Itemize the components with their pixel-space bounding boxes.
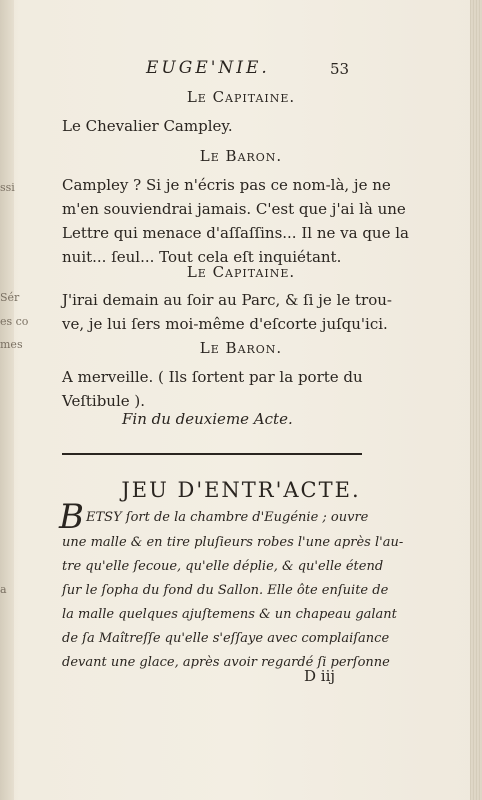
entracte-line: tre qu'elle ſecoue, qu'elle déplie, & qu'elle étend <box>62 559 384 574</box>
dialogue-line: nuit... ſeul... Tout cela eſt inquiétant. <box>62 248 342 266</box>
entracte-line: la malle quelques ajuſtemens & un chapeau galant <box>62 607 397 622</box>
entracte-line: devant une glace, après avoir regardé ſi perſonne <box>62 655 390 670</box>
page-fore-edge <box>470 0 482 800</box>
running-title: EUGE'NIE. <box>146 58 270 78</box>
section-rule <box>62 453 362 455</box>
margin-bleed-text: es co <box>0 315 29 328</box>
dialogue-line: Le Chevalier Campley. <box>62 117 233 135</box>
dialogue-line: J'irai demain au ſoir au Parc, & ſi je le trou- <box>62 291 392 309</box>
margin-bleed-text: mes <box>0 338 23 351</box>
dialogue-line: Campley ? Si je n'écris pas ce nom-là, je ne <box>62 176 391 194</box>
speaker-name: Le Baron. <box>199 339 283 357</box>
speaker-name: Le Baron. <box>199 147 283 165</box>
margin-bleed-text: Sér <box>0 291 20 304</box>
running-head <box>0 58 482 88</box>
speaker-name: Le Capitaine. <box>186 88 296 106</box>
signature-mark: D iij <box>304 667 336 685</box>
dialogue-line: Veſtibule ). <box>62 392 146 410</box>
dialogue-line: ve, je lui ſers moi-même d'eſcorte juſqu'ici. <box>62 315 388 333</box>
dialogue-line: Lettre qui menace d'aſſaſſins... Il ne va que la <box>62 224 409 242</box>
page-gutter <box>0 0 14 800</box>
margin-bleed-text: a <box>0 583 7 596</box>
entracte-line: ſur le ſopha du fond du Sallon. Elle ôte enſuite de <box>62 583 389 598</box>
dialogue-line: m'en souviendrai jamais. C'est que j'ai là une <box>62 200 406 218</box>
entracte-line: ETSY ſort de la chambre d'Eugénie ; ouvre <box>86 510 369 525</box>
act-end-line: Fin du deuxieme Acte. <box>122 410 293 428</box>
entracte-line: de ſa Maîtreſſe qu'elle s'eſſaye avec complaiſance <box>62 631 390 646</box>
drop-capital: B <box>59 497 84 537</box>
section-heading: JEU D'ENTR'ACTE. <box>121 478 361 502</box>
page-number: 53 <box>330 60 350 78</box>
entracte-line: une malle & en tire pluſieurs robes l'une après l'au- <box>62 535 404 550</box>
margin-bleed-text: ssi <box>0 181 15 194</box>
dialogue-line: A merveille. ( Ils ſortent par la porte du <box>62 368 363 386</box>
speaker-name: Le Capitaine. <box>186 263 296 281</box>
